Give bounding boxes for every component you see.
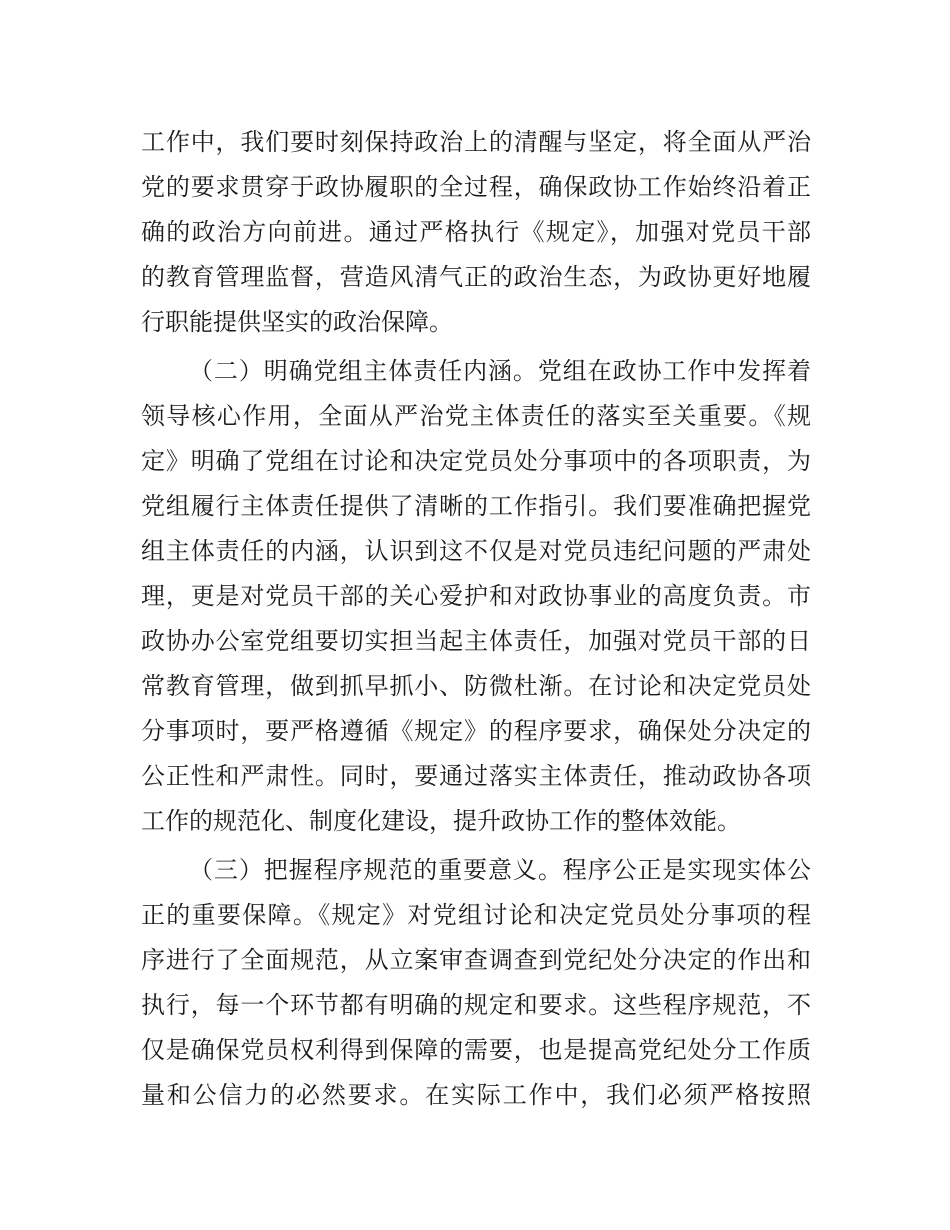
paragraph-2 (141, 349, 811, 844)
text-line: 工作中，我们要时刻保持政治上的清醒与坚定，将全面从严治 (141, 128, 811, 156)
paragraph-heading-line: （三）把握程序规范的重要意义。程序公正是实现实体公 (189, 856, 811, 884)
document-body (141, 120, 811, 1118)
paragraph-heading-line: （二）明确党组主体责任内涵。党组在政协工作中发挥着 (189, 357, 811, 385)
text-line: 定》明确了党组在讨论和决定党员处分事项中的各项职责，为 (141, 447, 811, 475)
text-line: 常教育管理，做到抓早抓小、防微杜渐。在讨论和决定党员处 (141, 672, 811, 700)
text-line: 仅是确保党员权利得到保障的需要，也是提高党纪处分工作质 (141, 1036, 811, 1064)
paragraph-1 (141, 120, 811, 345)
text-line: 公正性和严肃性。同时，要通过落实主体责任，推动政协各项 (141, 762, 811, 790)
text-line: 执行，每一个环节都有明确的规定和要求。这些程序规范，不 (141, 991, 811, 1019)
text-line: 组主体责任的内涵，认识到这不仅是对党员违纪问题的严肃处 (141, 537, 811, 565)
text-line: 工作的规范化、制度化建设，提升政协工作的整体效能。 (141, 807, 741, 835)
text-line: 领导核心作用，全面从严治党主体责任的落实至关重要。《规 (141, 402, 811, 430)
text-line: 理，更是对党员干部的关心爱护和对政协事业的高度负责。市 (141, 582, 811, 610)
paragraph-3 (141, 848, 811, 1118)
text-line: 党组履行主体责任提供了清晰的工作指引。我们要准确把握党 (141, 492, 811, 520)
text-line: 分事项时，要严格遵循《规定》的程序要求，确保处分决定的 (141, 717, 811, 745)
text-line: 正的重要保障。《规定》对党组讨论和决定党员处分事项的程 (141, 901, 811, 929)
text-line: 确的政治方向前进。通过严格执行《规定》，加强对党员干部 (141, 218, 811, 246)
text-line: 政协办公室党组要切实担当起主体责任，加强对党员干部的日 (141, 627, 811, 655)
text-line: 行职能提供坚实的政治保障。 (141, 308, 453, 336)
text-line: 的教育管理监督，营造风清气正的政治生态，为政协更好地履 (141, 263, 811, 291)
text-line: 量和公信力的必然要求。在实际工作中，我们必须严格按照 (141, 1081, 811, 1109)
text-line: 党的要求贯穿于政协履职的全过程，确保政协工作始终沿着正 (141, 173, 811, 201)
text-line: 序进行了全面规范，从立案审查调查到党纪处分决定的作出和 (141, 946, 811, 974)
